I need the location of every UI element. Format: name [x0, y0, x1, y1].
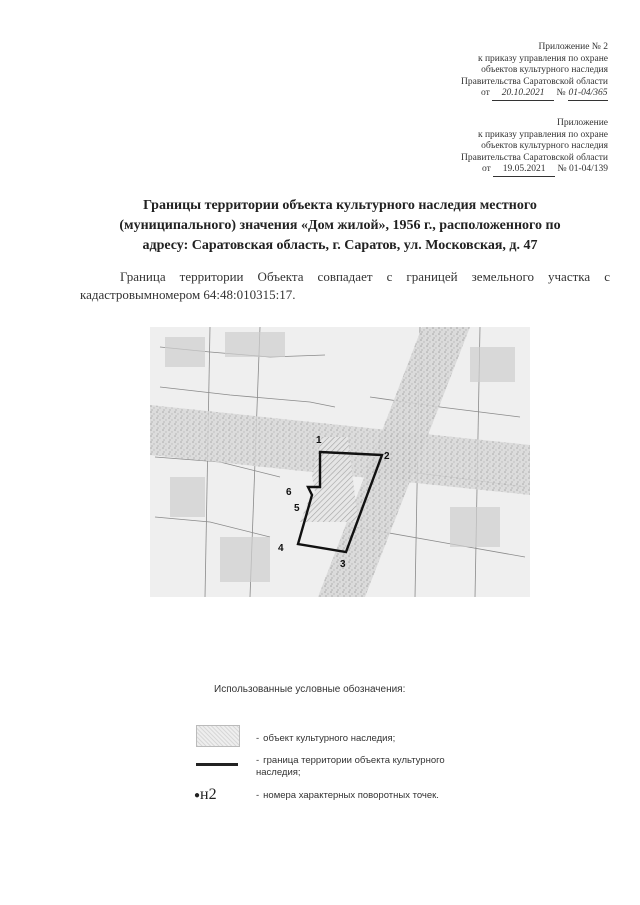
- legend-item-heritage-label: объект культурного наследия;: [263, 733, 396, 744]
- appendix-2-title: Приложение № 2: [538, 42, 608, 52]
- appendix-date-line: [461, 164, 608, 177]
- appendix-line4: Правительства Саратовской области: [461, 152, 608, 163]
- appendix-2-line4: Правительства Саратовской области: [461, 76, 608, 87]
- appendix-date: 19.05.2021: [493, 164, 555, 177]
- num-prefix: №: [557, 164, 567, 174]
- point-3-label: 3: [340, 559, 346, 570]
- appendix-line2: к приказу управления по охране: [477, 129, 608, 140]
- appendix-2-line2: к приказу управления по охране: [477, 53, 608, 64]
- appendix-2-line3: объектов культурного наследия: [481, 65, 608, 75]
- appendix-2-date: 20.10.2021: [492, 88, 554, 101]
- date-prefix: от: [481, 88, 490, 98]
- cadastral-map: [150, 327, 530, 597]
- point-1-label: 1: [316, 435, 322, 446]
- boundary-description: Граница территории Объекта совпадает с границей земельного участка с кадастровымномером 64:48:010315:17.: [80, 269, 610, 302]
- legend-item-heritage: - объект культурного наследия;: [256, 733, 396, 744]
- appendix-header: [461, 118, 608, 177]
- legend-title: Использованные условные обозначения:: [214, 684, 406, 695]
- legend-item-points-label: номера характерных поворотных точек.: [263, 790, 439, 801]
- legend-item-boundary-label: граница территории объекта культурного наследия;: [256, 755, 445, 778]
- legend-item-boundary: - граница территории объекта культурного наследия;: [256, 755, 445, 778]
- appendix-2-header: [461, 42, 608, 101]
- legend-item-points: - номера характерных поворотных точек.: [256, 790, 439, 801]
- date-prefix: от: [481, 164, 491, 174]
- point-6-label: 6: [286, 487, 292, 498]
- appendix-2-number: 01-04/365: [568, 88, 608, 101]
- appendix-number: 01-04/139: [568, 164, 608, 174]
- heritage-object-swatch: [196, 725, 240, 747]
- point-dot-icon: ●: [194, 789, 201, 801]
- point-4-label: 4: [278, 543, 284, 554]
- document-title: Границы территории объекта культурного наследия местного (муниципального) значения «Дом жилой», 1956 г., расположенного по адресу: Саратовская область, г. Саратов, ул. Московская, д. 47: [119, 198, 561, 253]
- appendix-line3: объектов культурного наследия: [481, 141, 608, 151]
- turning-point-symbol: [194, 786, 217, 804]
- point-2-label: 2: [384, 451, 390, 462]
- num-prefix: №: [556, 88, 566, 98]
- point-5-label: 5: [294, 503, 300, 514]
- turning-point-symbol-label: н2: [200, 786, 217, 803]
- boundary-line-swatch: [196, 763, 238, 766]
- appendix-2-date-line: [461, 88, 608, 101]
- appendix-title: Приложение: [557, 118, 608, 128]
